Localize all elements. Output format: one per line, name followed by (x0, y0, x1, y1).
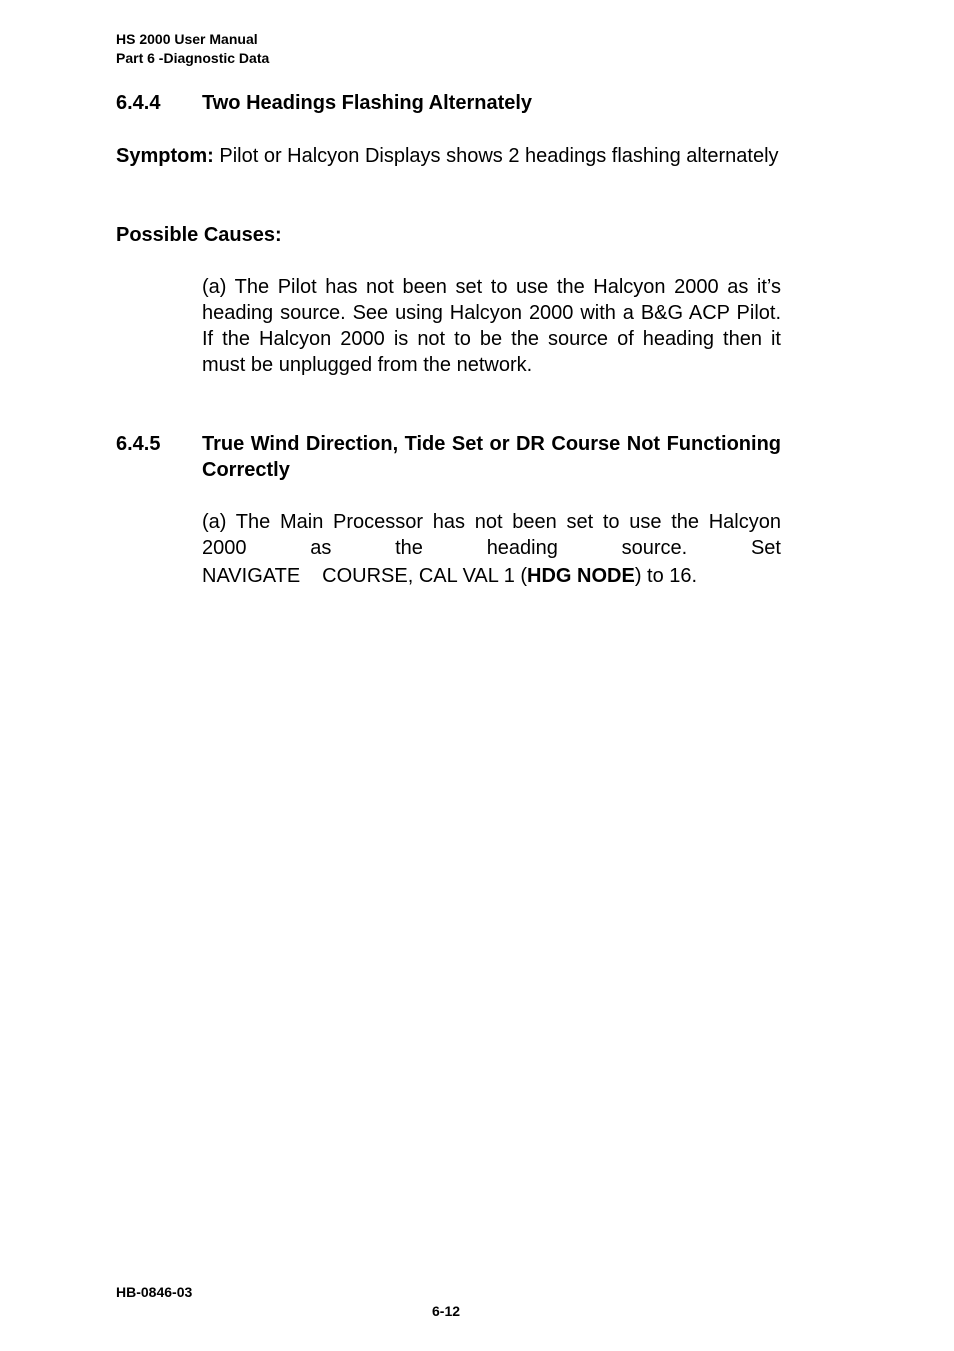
section-6-4-5-text: (a) The Main Processor has not been set to use the Halcyon 2000 as the heading source. Set (202, 511, 781, 559)
footer-page-number: 6-12 (432, 1303, 461, 1319)
section-6-4-5-title: True Wind Direction, Tide Set or DR Course Not Functioning Correctly (202, 433, 781, 481)
header-manual-title: HS 2000 User Manual (116, 31, 258, 47)
setting-value-text: ) to 16. (634, 565, 698, 587)
possible-causes-label: Possible Causes: (116, 224, 282, 246)
footer-document-id: HB-0846-03 (116, 1284, 193, 1300)
section-6-4-4-number: 6.4.4 (116, 92, 161, 114)
course-cal-text: COURSE, CAL VAL 1 ( (322, 565, 528, 587)
symptom-paragraph (116, 143, 781, 169)
navigate-menu-label: NAVIGATE (202, 565, 301, 587)
hdg-node-label: HDG NODE (527, 565, 635, 587)
section-6-4-5-paragraph (202, 509, 781, 589)
section-6-4-5-number: 6.4.5 (116, 433, 161, 455)
cause-a-paragraph: (a) The Pilot has not been set to use the Halcyon 2000 as it’s heading source. See using Halcyon 2000 with a B&G ACP Pilot. If the Halcyon 2000 is not to be the source of heading then it must be unplugged from the network. (202, 276, 781, 376)
section-6-4-4-title: Two Headings Flashing Alternately (202, 92, 533, 114)
header-part-title: Part 6 -Diagnostic Data (116, 50, 270, 66)
symptom-text: Pilot or Halcyon Displays shows 2 headings flashing alternately (219, 145, 779, 167)
section-6-4-5-instruction (202, 563, 781, 589)
symptom-label: Symptom: (116, 145, 214, 167)
